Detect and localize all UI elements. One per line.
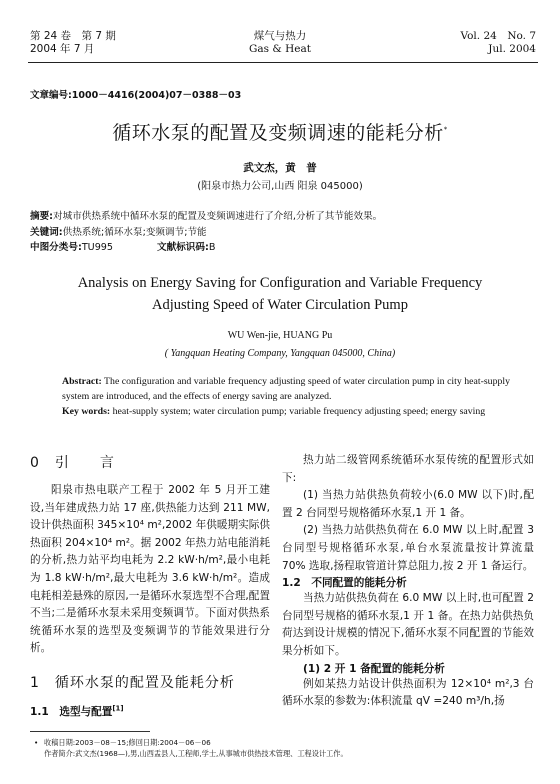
section-1-1-heading: 1.1 选型与配置[1] bbox=[30, 704, 124, 718]
title-footnote-mark: * bbox=[443, 125, 448, 134]
footnote-rule bbox=[30, 731, 150, 732]
journal-name-en: Gas & Heat bbox=[249, 43, 311, 55]
received-date: • 收稿日期:2003－08－15;修回日期:2004－06－06 bbox=[34, 738, 211, 747]
title-cn-text: 循环水泵的配置及变频调速的能耗分析 bbox=[112, 122, 444, 144]
right-column bbox=[282, 452, 534, 711]
journal-name bbox=[200, 30, 360, 56]
issue-volume: 第 24 卷 第 7 期 bbox=[30, 30, 116, 42]
right-paragraph-2: (1) 当热力站供热负荷较小(6.0 MW 以下)时,配置 2 台同型号规格循环水泵,1 开 1 备。 bbox=[282, 489, 534, 519]
vol-no: Vol. 24 No. 7 bbox=[460, 30, 536, 42]
abstract-en: Abstract: The configuration and variable frequency adjusting speed of water circulation pump in city heat-supply system are introduced, and the effects of energy saving are analyzed. bbox=[62, 376, 510, 402]
abstract-en-block bbox=[62, 374, 510, 419]
right-paragraph-1: 热力站二级管网系统循环水泵传统的配置形式如下: bbox=[282, 454, 534, 484]
right-paragraph-5: 例如某热力站设计供热面积为 12×10⁴ m²,3 台循环水泵的参数为:体积流量 qV =240 m³/h,扬 bbox=[282, 677, 534, 708]
title-en: Analysis on Energy Saving for Configuration and Variable Frequency Adjusting Speed of Water Circulation Pump bbox=[77, 275, 483, 313]
vol-date: Jul. 2004 bbox=[488, 43, 536, 55]
abstract-cn-block bbox=[30, 209, 530, 256]
affiliation-en: ( Yangquan Heating Company, Yangquan 045000, China) bbox=[164, 348, 396, 359]
authors-en: WU Wen-jie, HUANG Pu bbox=[227, 330, 333, 341]
article-number: 文章编号:1000－4416(2004)07－0388－03 bbox=[30, 90, 242, 101]
right-paragraph-3: (2) 当热力站供热负荷在 6.0 MW 以上时,配置 3 台同型号规格循环水泵,单台水泵流量按计算流量 70% 选取,扬程取管道计算总阻力,按 2 开 1 备运行。 bbox=[282, 524, 534, 572]
section-1-heading: 1 循环水泵的配置及能耗分析 bbox=[30, 674, 235, 691]
footnote bbox=[34, 737, 534, 759]
author-bio: 作者简介:武文杰(1968—),男,山西盂县人,工程师,学士,从事城市供热技术管理、工程设计工作。 bbox=[44, 749, 348, 758]
title-cn bbox=[0, 118, 560, 145]
issue-date: 2004 年 7 月 bbox=[30, 43, 95, 55]
keywords-en: Key words: heat-supply system; water circulation pump; variable frequency adjusting speed; energy saving bbox=[62, 406, 486, 417]
section-0-paragraph: 阳泉市热电联产工程于 2002 年 5 月开工建设,当年建成热力站 17 座,供热能力达到 211 MW,设计供热面积 345×10⁴ m²,2002 年供暖期实际供热面积 204×10⁴ m²。据 2002 年热力站电能消耗的分析,热力站平均电耗为 2.2 kW·h/m²,最小电耗为 1.8 kW·h/m²,最大电耗为 3.6 kW·h/m²。造成电耗相差悬殊的原因,一是循环水泵选型不合理,配置不当;二是循环水泵未采用变频调节。下面对供热系统循环水泵的选型及变频调节的节能效果进行分析。 bbox=[30, 484, 270, 655]
left-column bbox=[30, 452, 270, 719]
header-rule bbox=[28, 62, 538, 63]
journal-issue bbox=[30, 30, 116, 56]
citation-ref: [1] bbox=[112, 704, 124, 713]
keywords-cn: 关键词:供热系统;循环水泵;变频调节;节能 bbox=[30, 226, 207, 238]
authors-cn: 武文杰，黄 普 bbox=[243, 162, 317, 174]
abstract-cn: 摘要:对城市供热系统中循环水泵的配置及变频调速进行了介绍,分析了其节能效果。 bbox=[30, 211, 383, 222]
journal-vol-en bbox=[460, 30, 536, 56]
sub-heading-1: (1) 2 开 1 备配置的能耗分析 bbox=[303, 662, 445, 675]
classification-line: 中图分类号:TU995 文献标识码:B bbox=[30, 242, 216, 253]
section-1-2-heading: 1.2 不同配置的能耗分析 bbox=[282, 577, 407, 590]
section-0-heading: 0 引 言 bbox=[30, 455, 115, 471]
journal-name-cn: 煤气与热力 bbox=[253, 30, 307, 42]
right-paragraph-4: 当热力站供热负荷在 6.0 MW 以上时,也可配置 2 台同型号规格的循环水泵,1 开 1 备。在热力站供热负荷达到设计规模的情况下,循环水泵不同配置的节能效果分析如下。 bbox=[282, 592, 534, 657]
affiliation-cn: (阳泉市热力公司,山西 阳泉 045000) bbox=[197, 181, 363, 192]
